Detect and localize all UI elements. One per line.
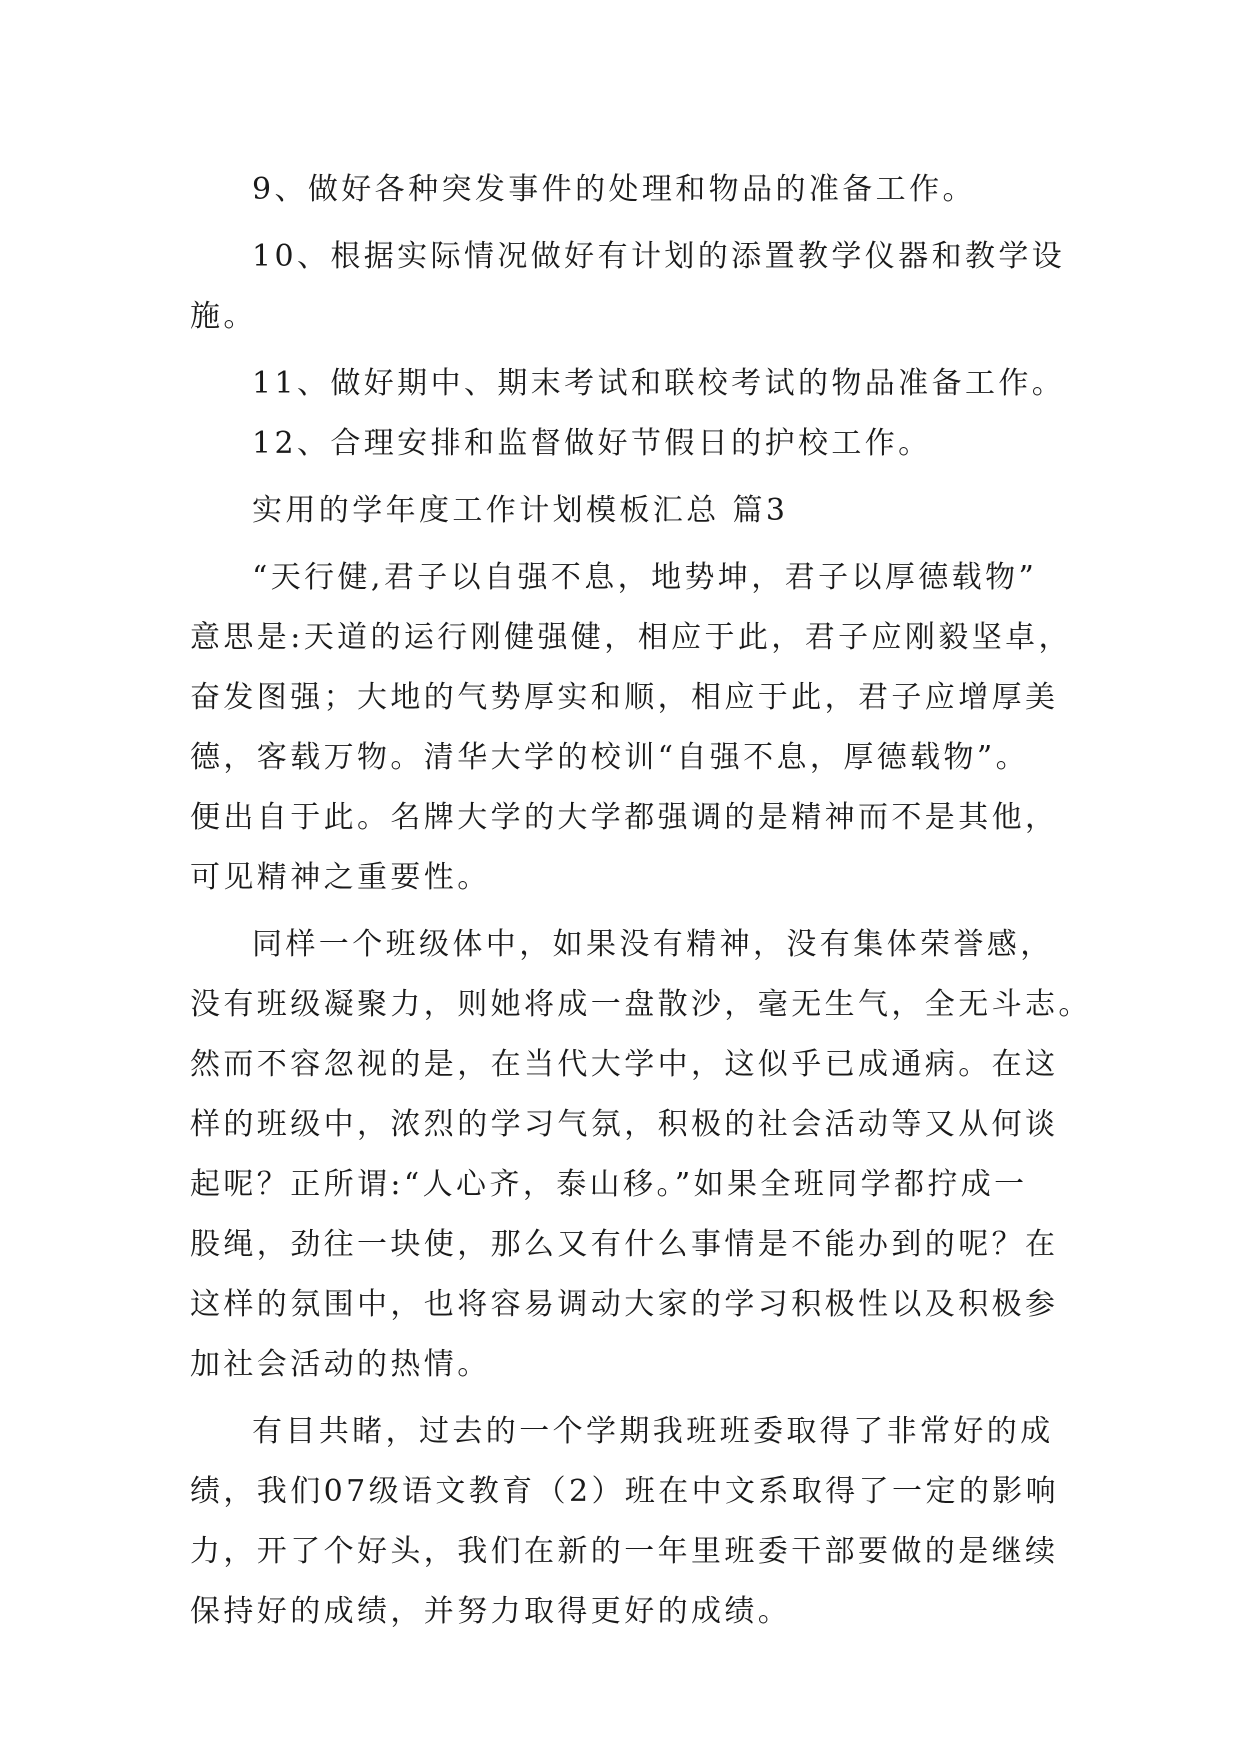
paragraph-1-line-3: 奋发图强；大地的气势厚实和顺，相应于此，君子应增厚美: [190, 680, 1059, 715]
paragraph-1-line-5: 便出自于此。名牌大学的大学都强调的是精神而不是其他，: [190, 800, 1059, 835]
section-heading: 实用的学年度工作计划模板汇总 篇3: [252, 493, 789, 528]
paragraph-1-line-1: “天行健,君子以自强不息，地势坤，君子以厚德载物”: [252, 560, 1038, 595]
paragraph-3-line-2: 绩，我们07级语文教育（2）班在中文系取得了一定的影响: [190, 1474, 1060, 1509]
list-item-10-line-2: 施。: [190, 299, 257, 334]
list-item-11: 11、做好期中、期末考试和联校考试的物品准备工作。: [252, 366, 1066, 401]
list-item-12: 12、合理安排和监督做好节假日的护校工作。: [252, 426, 932, 461]
paragraph-2-line-1: 同样一个班级体中，如果没有精神，没有集体荣誉感，: [252, 927, 1054, 962]
paragraph-1-line-4: 德，客载万物。清华大学的校训“自强不息，厚德载物”。: [190, 740, 1030, 775]
paragraph-2-line-6: 股绳，劲往一块使，那么又有什么事情是不能办到的呢？在: [190, 1227, 1059, 1262]
paragraph-1-line-2: 意思是:天道的运行刚健强健，相应于此，君子应刚毅坚卓，: [190, 620, 1072, 655]
document-body: [190, 160, 1092, 1642]
paragraph-3-line-1: 有目共睹，过去的一个学期我班班委取得了非常好的成: [252, 1414, 1054, 1449]
paragraph-2-line-7: 这样的氛围中，也将容易调动大家的学习积极性以及积极参: [190, 1287, 1059, 1322]
paragraph-1-line-6: 可见精神之重要性。: [190, 860, 491, 895]
paragraph-3-line-3: 力，开了个好头，我们在新的一年里班委干部要做的是继续: [190, 1534, 1059, 1569]
list-item-10-line-1: 10、根据实际情况做好有计划的添置教学仪器和教学设: [252, 239, 1066, 274]
paragraph-2-line-4: 样的班级中，浓烈的学习气氛，积极的社会活动等又从何谈: [190, 1107, 1059, 1142]
paragraph-2-line-5: 起呢？正所谓:“人心齐，泰山移。”如果全班同学都拧成一: [190, 1167, 1028, 1202]
paragraph-2-line-2: 没有班级凝聚力，则她将成一盘散沙，毫无生气，全无斗志。: [190, 987, 1092, 1022]
paragraph-3-line-4: 保持好的成绩，并努力取得更好的成绩。: [190, 1594, 792, 1629]
paragraph-2-line-3: 然而不容忽视的是，在当代大学中，这似乎已成通病。在这: [190, 1047, 1059, 1082]
paragraph-2-line-8: 加社会活动的热情。: [190, 1347, 491, 1382]
list-item-9: 9、做好各种突发事件的处理和物品的准备工作。: [252, 172, 976, 207]
